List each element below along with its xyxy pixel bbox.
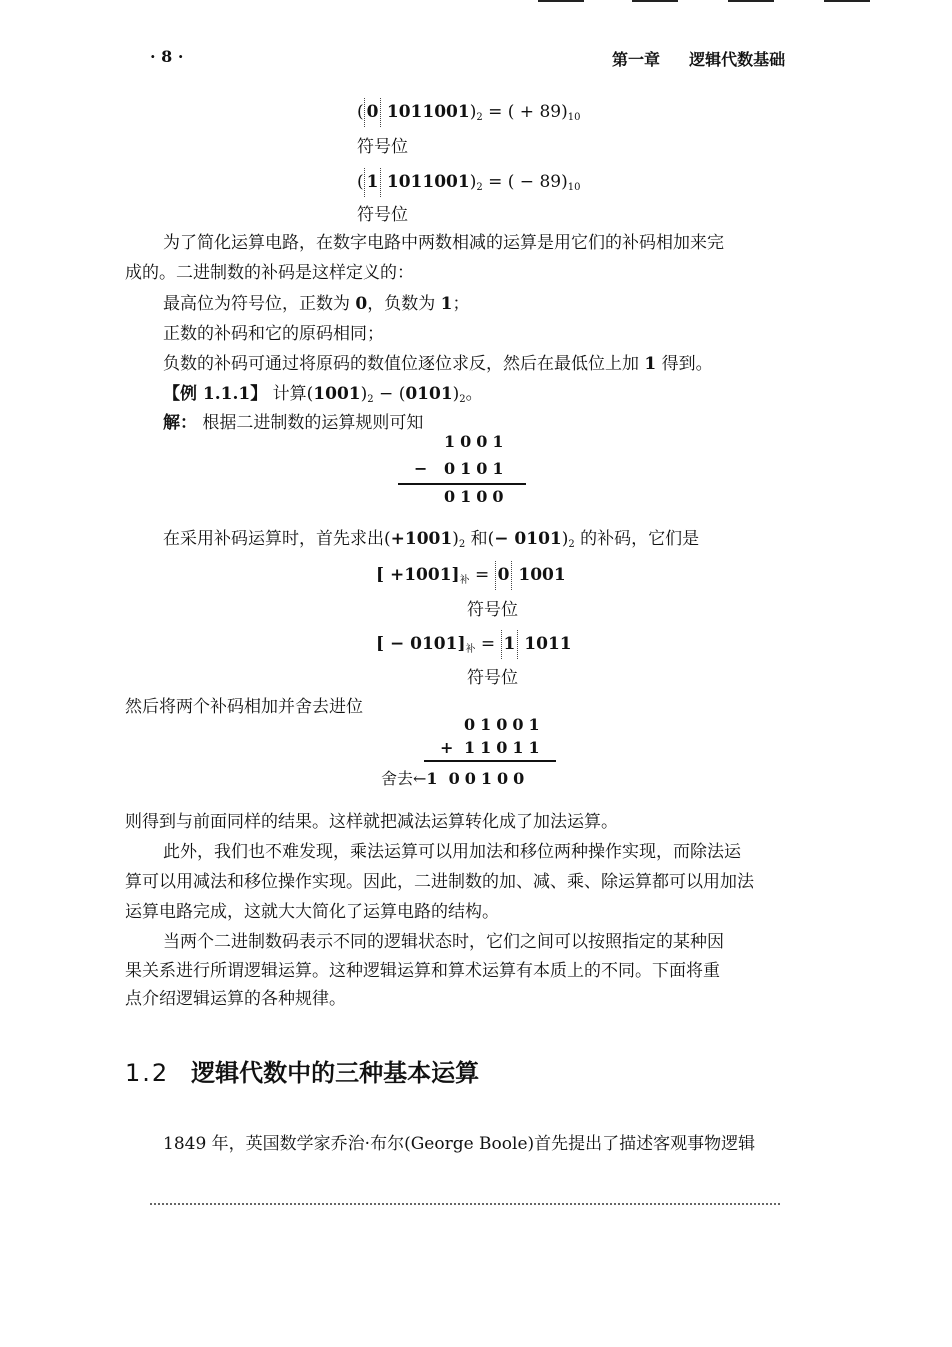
footer-rule: [150, 1203, 780, 1205]
rule-text: 最高位为符号位，正数为: [163, 294, 356, 314]
paragraph-line: 此外，我们也不难发现，乘法运算可以用加法和移位两种操作实现，而除法运: [163, 842, 741, 862]
top-rule-3: [728, 0, 774, 2]
carry-digit: 1: [426, 769, 443, 788]
sign-example-positive: ( 0 $1011001)_2$ = ( + $89)_{10}$: [357, 98, 580, 132]
sign-label: 符号位: [467, 668, 518, 688]
example-text: 计算(: [267, 384, 314, 404]
paragraph-text: 在采用补码运算时，首先求出(: [163, 529, 391, 549]
sign-label: 符号位: [357, 205, 408, 225]
complement-subscript: 补: [465, 644, 476, 655]
paragraph-line: 算可以用减法和移位操作实现。因此，二进制数的加、减、乘、除运算都可以用加法: [125, 872, 754, 892]
rule-text: 负数的补码可通过将原码的数值位逐位求反，然后在最低位上加: [163, 354, 645, 374]
paragraph-line: 然后将两个补码相加并舍去进位: [125, 697, 363, 717]
section-heading: [125, 1053, 479, 1088]
solution-text: 根据二进制数的运算规则可知: [202, 413, 424, 433]
base-subscript: 2: [367, 394, 374, 405]
running-header: [612, 47, 785, 70]
paragraph-line: 点介绍逻辑运算的各种规律。: [125, 989, 346, 1009]
page-number: · 8 ·: [150, 47, 184, 66]
rule-value: 1: [644, 354, 657, 374]
rule-negative: [163, 350, 713, 379]
complement-negative: [376, 630, 572, 664]
equals: =: [475, 634, 501, 654]
paragraph-line: 成的。二进制数的补码是这样定义的：: [125, 263, 414, 283]
paragraph-text: 的补码，它们是: [574, 529, 700, 549]
paragraph-line: 运算电路完成，这就大大简化了运算电路的结构。: [125, 902, 499, 922]
base-subscript: 2: [568, 539, 575, 550]
example-text: ): [360, 384, 368, 404]
top-rule-2: [632, 0, 678, 2]
base-subscript: 2: [459, 394, 466, 405]
sign-bit: 0: [364, 98, 382, 127]
chapter-number: 第一章: [612, 50, 661, 69]
rule-value: 0: [355, 294, 368, 314]
rule-text: 得到。: [656, 354, 713, 374]
rule-value: 1: [440, 294, 453, 314]
subtraction-result: 0100: [444, 487, 509, 506]
paragraph-line: 1849 年，英国数学家乔治·布尔(George Boole)首先提出了描述客观事物逻辑: [163, 1134, 756, 1154]
subtraction-rule: [398, 483, 526, 485]
example-text: 。: [465, 384, 483, 404]
binary-value: 1011001: [386, 172, 470, 192]
base-subscript: 2: [476, 112, 483, 123]
example-label: 【例 1.1.1】: [163, 384, 268, 404]
rule-text: ；: [452, 294, 470, 314]
section-number: 1.2: [125, 1059, 170, 1087]
solution-line: [163, 409, 423, 438]
sign-bit: 0: [495, 561, 513, 590]
addition-result-row: [381, 766, 529, 789]
addition-rule: [424, 760, 556, 762]
section-title: 逻辑代数中的三种基本运算: [191, 1059, 480, 1087]
paragraph-text: 和(: [465, 529, 495, 549]
base-subscript: 2: [458, 539, 466, 550]
addition-second: 11011: [464, 738, 545, 757]
complement-expr: [ − 0101]: [376, 634, 466, 654]
sign-bit: 1: [501, 630, 519, 659]
solution-label: 解：: [163, 413, 197, 433]
example-operand: 1001: [313, 384, 361, 404]
base-subscript: 10: [567, 182, 581, 193]
top-rule-4: [824, 0, 870, 2]
paragraph-line: 为了简化运算电路，在数字电路中两数相减的运算是用它们的补码相加来完: [163, 233, 724, 253]
complement-positive: [376, 561, 566, 595]
decimal-value: = ( − 89): [482, 172, 568, 192]
paragraph-line: 果关系进行所谓逻辑运算。这种逻辑运算和算术运算有本质上的不同。下面将重: [125, 961, 720, 981]
decimal-value: = ( + 89): [482, 102, 568, 122]
binary-value: 1011001: [386, 102, 470, 122]
complement-intro: 在采用补码运算时，首先求出$(+1001)_2$ 和(− $0101)_2$ 的补码，它们是: [163, 529, 700, 550]
addition-top: 01001: [464, 715, 545, 734]
example-operand: 0101: [405, 384, 453, 404]
chapter-title: 逻辑代数基础: [689, 50, 786, 69]
sign-example-negative: ( 1 $1011001)_2$ = ( − $89)_{10}$: [357, 168, 580, 202]
rule-text: ，负数为: [367, 294, 441, 314]
sign-label: 符号位: [467, 600, 518, 620]
subtraction-operator: −: [414, 459, 433, 478]
paragraph-line: 则得到与前面同样的结果。这样就把减法运算转化成了加法运算。: [125, 812, 618, 832]
subtraction-top: 1001: [444, 432, 509, 451]
sign-label: 符号位: [357, 137, 408, 157]
example-text: − (: [373, 384, 406, 404]
binary-value: 1001: [512, 565, 566, 585]
rule-positive: 正数的补码和它的原码相同；: [163, 324, 384, 344]
operand: − 0101: [494, 529, 562, 549]
discard-label: 舍去←: [381, 769, 427, 788]
top-rule-1: [538, 0, 584, 2]
complement-subscript: 补: [459, 575, 470, 586]
base-subscript: 2: [476, 182, 483, 193]
binary-value: 1011: [518, 634, 572, 654]
operand: +1001: [390, 529, 453, 549]
equals: =: [469, 565, 495, 585]
paragraph-line: 当两个二进制数码表示不同的逻辑状态时，它们之间可以按照指定的某种因: [163, 932, 724, 952]
addition-operator: +: [440, 738, 459, 757]
rule-sign-bit: [163, 290, 470, 319]
subtraction-second: 0101: [444, 459, 509, 478]
example-text: ): [452, 384, 460, 404]
complement-expr: [ +1001]: [376, 565, 460, 585]
addition-result: 00100: [448, 769, 530, 788]
sign-bit: 1: [364, 168, 382, 197]
base-subscript: 10: [567, 112, 581, 123]
